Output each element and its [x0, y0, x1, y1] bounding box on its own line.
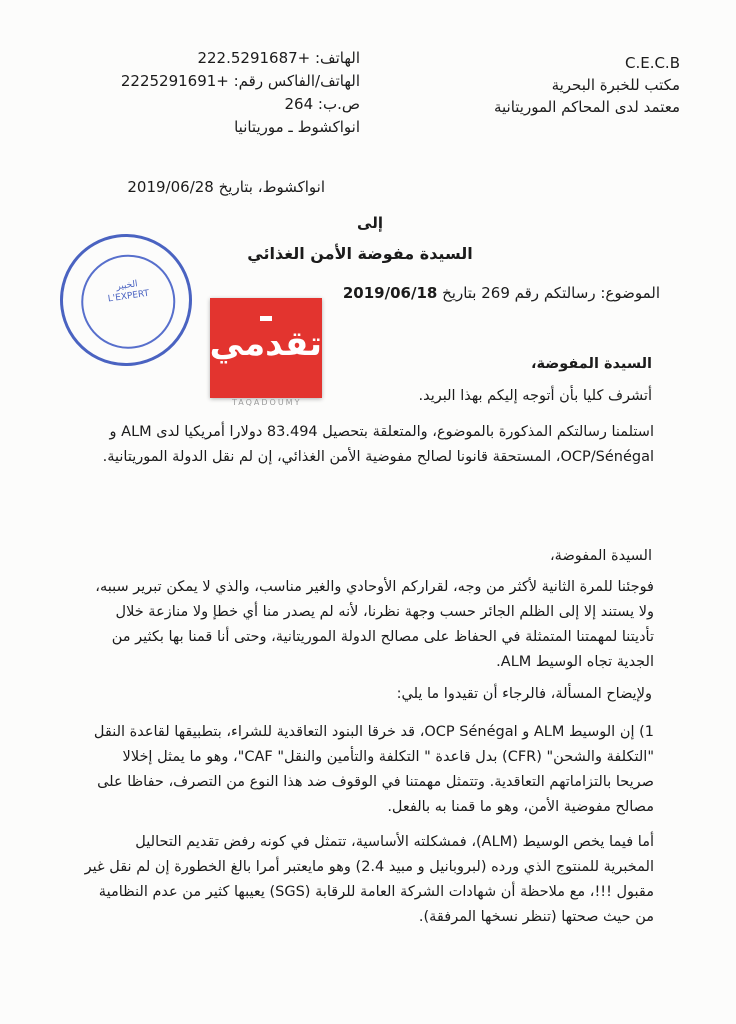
paragraph-surprise: فوجئنا للمرة الثانية لأكثر من وجه، لقراركم الأوحادي والغير مناسب، والذي لا يمكن تبرير سببه، ولا يستند إلا إلى الظلم الجائر حسب وجهة نظرنا، لأنه لم يصدر منا أي خطإ ولا منازعة خلال تأديتنا لمهمتنا المتمثلة في الحفاظ على مصالح الدولة الموريتانية، وحتى أنا قمنا بها بكثير من الجدية تجاه الوسيط ALM. [95, 579, 654, 670]
logo-caption: TAQADOUMY [232, 398, 302, 407]
city-line: انواكشوط ـ موريتانيا [234, 118, 360, 136]
letterhead-organization [470, 52, 680, 118]
logo-dash-icon [260, 316, 272, 321]
stamp-text-arabic: الخبير [115, 279, 139, 293]
salutation-first: السيدة المفوضة، [530, 356, 652, 372]
accreditation-line: معتمد لدى المحاكم الموريتانية [493, 98, 680, 116]
recipient-name: السيدة مفوضة الأمن الغذائي [247, 244, 473, 263]
list-item-1: 1) إن الوسيط ALM و OCP Sénégal، قد خرقا البنود التعاقدية للشراء، بتطبيقها لقاعدة النقل "التكلفة والشحن" (CFR) بدل قاعدة " التكلفة والتأمين والنقل" CAF"، وهو ما يمثل إخلالا صريحا بالتزاماتهم التعاقدية. وتتمثل مهمتنا في الوقوف ضد هذا النوع من التصرف، حفاظا على مصالح مفوضية الأمن، وهو ما قمنا به بالفعل. [93, 724, 654, 815]
logo-text: تقدمي [209, 324, 322, 364]
addressee-label: إلى [357, 214, 383, 232]
paragraph-opening: أتشرف كليا بأن أتوجه إليكم بهذا البريد. [418, 388, 652, 404]
fax-line: الهاتف/الفاكس رقم: +2225291691 [120, 72, 360, 90]
phone-line: الهاتف: +222.5291687 [197, 49, 360, 67]
po-box-line: ص.ب: 264 [284, 95, 360, 113]
official-stamp [51, 225, 200, 374]
org-code: C.E.C.B [624, 54, 680, 72]
office-name: مكتب للخبرة البحرية [551, 76, 680, 94]
subject-prefix: الموضوع: رسالتكم رقم 269 بتاريخ [442, 284, 660, 302]
list-intro: ولإيضاح المسألة، فالرجاء أن تقيدوا ما يلي: [396, 686, 652, 702]
watermark-logo [210, 298, 322, 398]
letterhead-contact [120, 47, 360, 139]
subject-line [320, 284, 660, 302]
paragraph-receipt: استلمنا رسالتكم المذكورة بالموضوع، والمتعلقة بتحصيل 83.494 دولارا أمريكيا لدى ALM و OCP/Sénégal، المستحقة قانونا لصالح مفوضية الأمن الغذائي، إن لم نقل الدولة الموريتانية. [102, 424, 654, 465]
salutation-second: السيدة المفوضة، [550, 548, 652, 564]
stamp-text-french: L'EXPERT [107, 288, 150, 305]
letter-date: انواكشوط، بتاريخ 2019/06/28 [127, 178, 325, 196]
subject-date: 2019/06/18 [342, 284, 438, 302]
paragraph-alm: أما فيما يخص الوسيط (ALM)، فمشكلته الأساسية، تتمثل في كونه رفض تقديم التحاليل المخبرية للمنتوج الذي ورده (لبروبانيل و مبيد 2.4) وهو مايعتبر أمرا بالغ الخطورة إن لم نقل غير مقبول !!!، مع ملاحظة أن شهادات الشركة العامة للرقابة (SGS) يعيبها كثير من عدم النظامية من حيث صحتها (تنظر نسخها المرفقة). [84, 834, 654, 925]
